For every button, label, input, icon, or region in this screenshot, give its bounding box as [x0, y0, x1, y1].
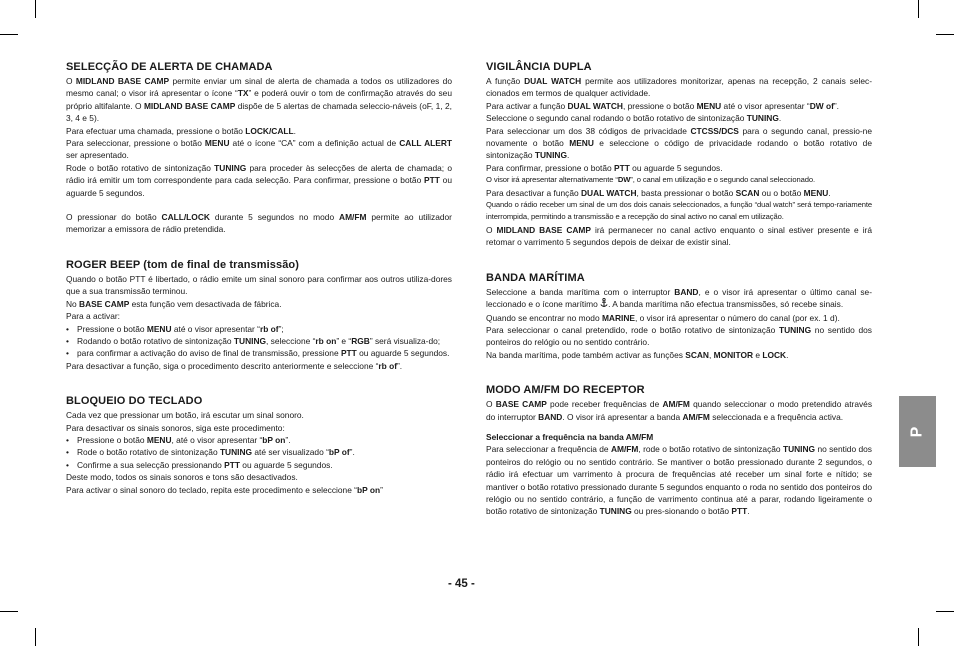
section-title: BANDA MARÍTIMA — [486, 271, 585, 284]
crop-mark — [918, 0, 919, 18]
section-marine-band — [486, 271, 872, 361]
bold-term: MENU — [146, 434, 172, 445]
paragraph: Para seleccionar o canal pretendido, rode o botão rotativo de sintonização TUNING no sentido dos ponteiros do relógio ou no sentido contrário. — [486, 324, 872, 348]
text-span: . A banda marítima não efectua transmissões, só recebe sinais. — [608, 299, 844, 310]
bullet-list — [66, 323, 452, 360]
list-item: • Pressione o botão MENU até o visor apresentar “rb of”; — [66, 323, 452, 335]
list-item: • Pressione o botão MENU, até o visor apresentar “bP on”. — [66, 434, 452, 446]
crop-mark — [35, 628, 36, 646]
bold-term: MENU — [146, 323, 172, 334]
paragraph: Cada vez que pressionar um botão, irá escutar um sinal sonoro. — [66, 410, 304, 421]
bold-term: PTT — [224, 459, 240, 470]
bold-term: SCAN — [685, 349, 709, 360]
crop-mark — [35, 0, 36, 18]
bold-term: TUNING — [746, 113, 779, 124]
bold-term: CTCSS/DCS — [690, 125, 739, 136]
paragraph: Seleccione o segundo canal rodando o botão rotativo de sintonização TUNING. — [486, 113, 782, 124]
bold-term: BASE CAMP — [495, 399, 547, 410]
section-title: ROGER BEEP (tom de final de transmissão) — [66, 258, 300, 271]
bold-term: PTT — [340, 348, 357, 359]
bold-term: BAND — [674, 286, 699, 297]
bold-term: AM/FM — [339, 212, 367, 223]
paragraph — [486, 286, 872, 312]
paragraph: A função DUAL WATCH permite aos utilizadores monitorizar, apenas na recepção, 2 canais selec-cionados em termos de qualquer actividade. — [486, 76, 873, 99]
bold-term: TUNING — [778, 324, 812, 335]
paragraph: Para seleccionar a frequência de AM/FM, rode o botão rotativo de sintonização TUNING no sentido dos ponteiros do relógio ou no sentido contrário. Se mantiver o botão pressionado durante 2 segundos, o rádio irá efectuar um varrimento à procura de frequências até receber um sinal forte e nítido; se mantiver o botão rotativo pressionado durante 5 segundos enquanto o roda no sentido dos ponteiros do relógio ou no sentido contrário, a função de varrimento continua até a parar, rodando ligeiramente o botão rotativo de sintonização TUNING ou pres-sionando o botão PTT. — [486, 444, 872, 517]
paragraph: O pressionar do botão CALL/LOCK durante 5 segundos no modo AM/FM permite ao utilizador memorizar a emissora de rádio pretendida. — [66, 212, 452, 235]
section-call-alert — [66, 60, 452, 236]
paragraph: Quando o rádio receber um sinal de um dos dois canais seleccionados, a função “dual watch” será tempo-rariamente interrompida, permitindo a transmissão e a recepção do sinal activo no canal em utilização. — [486, 200, 872, 222]
bold-term: TX — [237, 88, 249, 99]
paragraph: Para seleccionar um dos 38 códigos de privacidade CTCSS/DCS para o segundo canal, pressio-ne novamente o botão MENU e seleccione o código de privacidade rodando o botão rotativo de sintonização TUNING. — [486, 125, 872, 161]
paragraph: Para desactivar os sinais sonoros, siga este procedimento: — [66, 422, 285, 433]
bold-term: TUNING — [599, 506, 632, 517]
section-title: BLOQUEIO DO TECLADO — [66, 395, 203, 408]
bold-term: AM/FM — [610, 444, 639, 455]
section-am-fm-receiver — [486, 383, 872, 518]
marine-anchor-icon — [600, 298, 608, 311]
paragraph: Para desactivar a função, siga o procedimento descrito anteriormente e seleccione “rb of”. — [66, 360, 403, 371]
right-column — [486, 60, 872, 518]
bold-term: AM/FM — [662, 399, 690, 410]
bold-term: DW — [617, 175, 631, 185]
paragraph: Para seleccionar, pressione o botão MENU até o ícone “CA” com a definição actual de CALL ALERT ser apresentado. — [66, 138, 452, 161]
bold-term: AM/FM — [682, 411, 710, 422]
bold-term: MENU — [204, 138, 230, 149]
section-keypad-lock — [66, 394, 452, 496]
paragraph: Deste modo, todos os sinais sonoros e tons são desactivados. — [66, 472, 298, 483]
bold-term: LOCK/CALL — [245, 125, 294, 136]
section-roger-beep — [66, 258, 452, 372]
paragraph: Para activar o sinal sonoro do teclado, repita este procedimento e seleccione “bP on” — [66, 484, 383, 495]
bold-term: BASE CAMP — [79, 298, 130, 309]
bold-term: rb of — [378, 360, 397, 371]
crop-mark — [0, 34, 18, 35]
bold-term: MARINE — [601, 312, 635, 323]
paragraph: Quando se encontrar no modo MARINE, o visor irá apresentar o número do canal (por ex. 1 d). — [486, 312, 840, 323]
bold-term: MIDLAND BASE CAMP — [75, 76, 170, 86]
section-title: SELECÇÃO DE ALERTA DE CHAMADA — [66, 61, 273, 73]
list-item: • para confirmar a activação do aviso de final de transmissão, pressione PTT ou aguarde 5 segundos. — [66, 347, 452, 359]
paragraph: No BASE CAMP esta função vem desactivada de fábrica. — [66, 298, 282, 309]
list-item: • Rode o botão rotativo de sintonização TUNING até ser visualizado “bP of”. — [66, 446, 452, 458]
text-span: Seleccione a banda marítima com o interruptor BAND, e o visor irá apresentar o último canal se-leccionado e o ícone marítimo — [486, 286, 872, 310]
paragraph: Para a activar: — [66, 311, 120, 322]
bold-term: DUAL WATCH — [524, 76, 582, 86]
paragraph: Quando o botão PTT é libertado, o rádio emite um sinal sonoro para confirmar aos outros utiliza-dores que a sua transmissão terminou. — [66, 273, 452, 297]
section-tab-label: P — [908, 426, 926, 437]
bold-term: TUNING — [219, 447, 253, 458]
bold-term: TUNING — [214, 162, 247, 173]
section-title: VIGILÂNCIA DUPLA — [486, 61, 592, 73]
bold-term: MENU — [569, 138, 594, 149]
bold-term: TUNING — [534, 150, 567, 161]
paragraph: Para desactivar a função DUAL WATCH, basta pressionar o botão SCAN ou o botão MENU. — [486, 187, 831, 198]
bold-term: MIDLAND BASE CAMP — [496, 224, 591, 235]
bold-term: DW of — [809, 100, 834, 111]
paragraph: O visor irá apresentar alternativamente “DW”, o canal em utilização e o segundo canal seleccionado. — [486, 175, 816, 185]
bold-term: bP on — [356, 484, 381, 495]
bold-term: CALL ALERT — [399, 138, 452, 149]
section-title: MODO AM/FM DO RECEPTOR — [486, 384, 645, 397]
bold-term: DUAL WATCH — [567, 100, 623, 111]
bullet-list — [66, 434, 452, 471]
bold-term: rb on — [315, 335, 337, 346]
left-column — [66, 60, 452, 496]
paragraph: Rode o botão rotativo de sintonização TUNING para proceder às selecções de alerta de chamada; o rádio irá emitir um tom correspondente para cada selecção. Para confirmar, pressione o botão PTT ou aguarde 5 segundos. — [66, 162, 452, 198]
page-number: - 45 - — [448, 578, 475, 590]
bold-term: bP on — [262, 434, 286, 445]
list-item: • Confirme a sua selecção pressionando PTT ou aguarde 5 segundos. — [66, 459, 452, 471]
bold-term: MENU — [803, 187, 829, 198]
bold-term: MIDLAND BASE CAMP — [143, 100, 236, 111]
section-dual-watch — [486, 60, 872, 249]
bold-term: PTT — [614, 162, 630, 173]
paragraph: Para confirmar, pressione o botão PTT ou aguarde 5 segundos. — [486, 162, 723, 173]
bold-term: TUNING — [782, 444, 816, 455]
crop-mark — [0, 611, 18, 612]
bold-term: PTT — [424, 175, 440, 186]
bold-term: TUNING — [233, 335, 267, 346]
paragraph: Na banda marítima, pode também activar as funções SCAN, MONITOR e LOCK. — [486, 349, 789, 360]
bold-term: CALL/LOCK — [161, 212, 210, 223]
crop-mark — [936, 34, 954, 35]
bold-term: MONITOR — [713, 349, 754, 360]
bold-term: BAND — [538, 411, 563, 422]
crop-mark — [918, 628, 919, 646]
list-item: • Rodando o botão rotativo de sintonização TUNING, seleccione “rb on” e “RGB” será visualiza-do; — [66, 335, 452, 347]
paragraph: Para activar a função DUAL WATCH, pressione o botão MENU até o visor apresentar “DW of”. — [486, 100, 839, 111]
paragraph: O MIDLAND BASE CAMP permite enviar um sinal de alerta de chamada a todos os utilizadores do mesmo canal; o visor irá apresentar o ícone “TX” e poderá ouvir o tom de confirmação através do seu próprio altifalante. O MIDLAND BASE CAMP dispõe de 5 alertas de chamada seleccio-náveis (oF, 1, 2, 3, 4 e 5). — [66, 76, 453, 124]
subheading: Seleccionar a frequência na banda AM/FM — [486, 431, 654, 442]
bold-term: SCAN — [735, 187, 760, 198]
bold-term: RGB — [351, 335, 370, 346]
crop-mark — [936, 611, 954, 612]
bold-term: DUAL WATCH — [580, 187, 637, 198]
bold-term: PTT — [731, 506, 748, 517]
paragraph: Para efectuar uma chamada, pressione o botão LOCK/CALL. — [66, 125, 296, 136]
bold-term: bP of — [328, 447, 350, 458]
bold-term: LOCK — [762, 349, 787, 360]
paragraph: O MIDLAND BASE CAMP irá permanecer no canal activo enquanto o sinal estiver presente e irá retomar o varrimento 5 segundos depois de deixar de existir sinal. — [486, 224, 872, 248]
paragraph: O BASE CAMP pode receber frequências de AM/FM quando seleccionar o modo pretendido através do interruptor BAND. O visor irá apresentar a banda AM/FM seleccionada e a frequência activa. — [486, 399, 873, 422]
bold-term: rb of — [259, 323, 279, 334]
language-section-tab — [899, 396, 936, 467]
bold-term: MENU — [696, 100, 722, 111]
